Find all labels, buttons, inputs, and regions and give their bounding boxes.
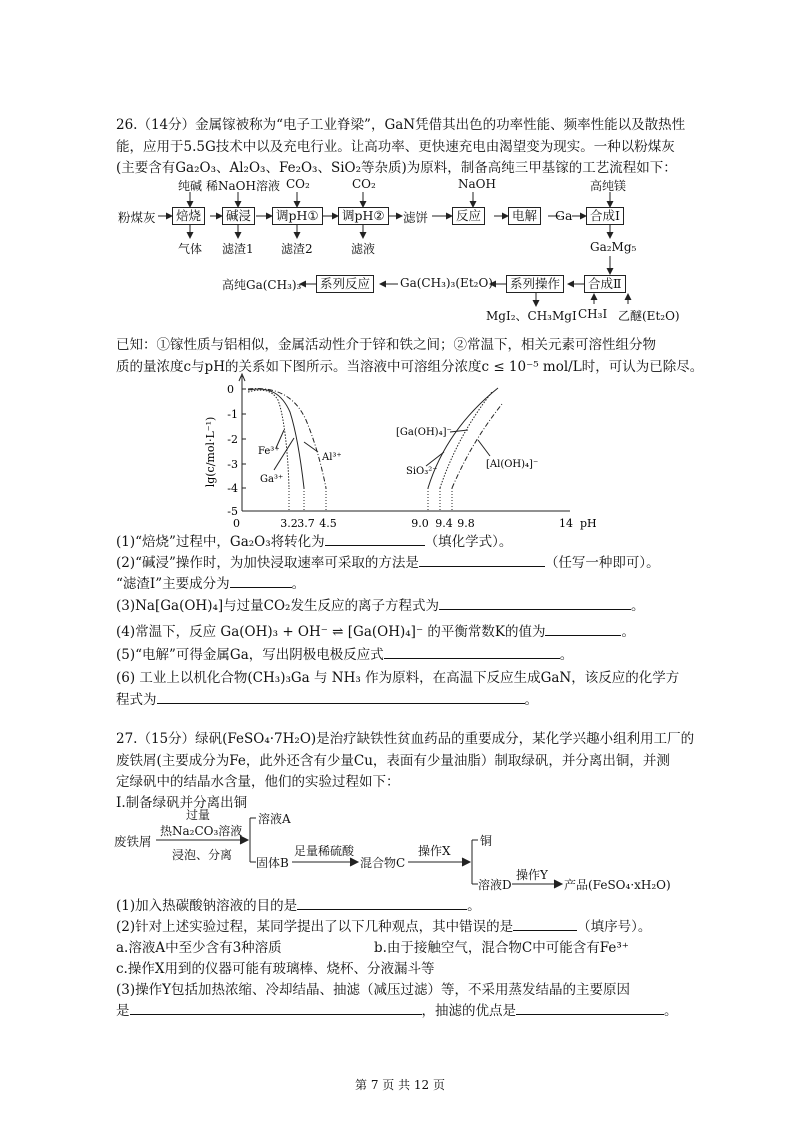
chart-origin: 0	[233, 517, 240, 530]
step-series-operation: 系列操作	[506, 275, 564, 293]
q27-answer-blank-3a[interactable]	[130, 1002, 422, 1015]
q27-intro-line3: 定绿矾中的结晶水含量，他们的实验过程如下：	[116, 774, 400, 790]
byproducts: MgI₂、CH₃MgI	[486, 309, 577, 323]
input-co2-1: CO₂	[286, 177, 310, 191]
final-product: 高纯Ga(CH₃)₃	[222, 278, 302, 292]
chart-ylabel: lg(c/mol·L⁻¹)	[204, 416, 217, 488]
q27-operation-x: 操作X	[418, 844, 451, 858]
output-filtrate: 滤液	[351, 242, 376, 256]
q27-answer-blank-2[interactable]	[513, 918, 577, 931]
input-naoh: NaOH	[458, 177, 496, 191]
xtick-9-0: 9.0	[411, 517, 429, 530]
q27-solution-a: 溶液A	[258, 812, 291, 826]
q26-sub6-line2: 程式为 。	[116, 692, 538, 708]
q27-reagent-na2co3: 热Na₂CO₃溶液	[160, 824, 243, 838]
q27-answer-blank-3b[interactable]	[516, 1002, 664, 1015]
reagent-ch3i: CH₃I	[578, 307, 608, 321]
input-high-purity-mg: 高纯镁	[590, 179, 627, 193]
q27-answer-blank-1[interactable]	[297, 897, 467, 910]
product-ga: Ga	[555, 208, 573, 223]
q26-known-line2: 质的量浓度c与pH的关系如下图所示。当溶液中可溶组分浓度c ≤ 10⁻⁵ mol/L时，可认为已除尽。	[116, 359, 704, 375]
q26-sub2b: “滤渣I”主要成分为 。	[116, 576, 306, 592]
filter-cake: 滤饼	[403, 210, 429, 225]
ytick-3: -3	[227, 458, 238, 471]
q26-intro-line2: 能，应用于5.5G技术中以及充电行业。让高功率、更快速充电由渴望变为现实。一种以粉煤灰	[116, 139, 675, 155]
q27-intro-line2: 废铁屑(主要成分为Fe，此外还含有少量Cu，表面有少量油脂）制取绿矾，并分离出铜，并测	[116, 753, 670, 769]
xtick-9-8: 9.8	[457, 517, 475, 530]
label-sio3: SiO₃²⁻	[406, 466, 438, 477]
step-roasting: 焙烧	[172, 207, 205, 225]
q27-copper: 铜	[480, 834, 493, 848]
q26-sub2: (2)“碱浸”操作时，为加快浸取速率可采取的方法是 （任写一种即可）。	[116, 555, 660, 571]
q27-operation-y: 操作Y	[516, 868, 548, 882]
q27-sub1: (1)加入热碳酸钠溶液的目的是 。	[116, 898, 481, 914]
q27-option-b: b.由于接触空气，混合物C中可能含有Fe³⁺	[374, 940, 629, 956]
chart-xlabel: pH	[580, 517, 597, 530]
q26-sub3: (3)Na[Ga(OH)₄]与过量CO₂发生反应的离子方程式为 。	[116, 598, 645, 614]
page-footer: 第 7 页 共 12 页	[355, 1078, 445, 1092]
q27-option-a: a.溶液A中至少含有3种溶质	[116, 940, 282, 956]
q26-known-line1: 已知：①镓性质与铝相似，金属活动性介于锌和铁之间；②常温下，相关元素可溶性组分物	[116, 337, 656, 353]
input-soda-ash: 纯碱	[178, 179, 203, 193]
q26-intro-line3: (主要含有Ga₂O₃、Al₂O₃、Fe₂O₃、SiO₂等杂质)为原料，制备高纯三甲基镓的工艺流程如下：	[116, 160, 677, 176]
intermediate-ga-ch3-3-et2o: Ga(CH₃)₃(Et₂O)	[400, 276, 493, 290]
q27-reagent-excess: 过量	[186, 808, 211, 822]
xtick-3-7: 3.7	[297, 517, 315, 530]
xtick-4-5: 4.5	[319, 517, 337, 530]
q27-flow-start: 废铁屑	[114, 834, 152, 849]
output-gas: 气体	[178, 242, 203, 256]
q26-sub1: (1)“焙烧”过程中，Ga₂O₃将转化为 （填化学式）。	[116, 534, 513, 550]
intermediate-ga2mg5: Ga₂Mg₅	[590, 240, 637, 254]
flow-start-fly-ash: 粉煤灰	[118, 210, 156, 225]
q27-sub3-line2: 是 ，抽滤的优点是 。	[116, 1003, 678, 1019]
reagent-ether: 乙醚(Et₂O)	[618, 309, 680, 323]
q27-product: 产品(FeSO₄·xH₂O)	[564, 878, 671, 892]
q27-solution-d: 溶液D	[478, 878, 512, 892]
label-fe3: Fe³⁺	[258, 446, 280, 457]
ytick-4: -4	[227, 482, 238, 495]
step-adjust-ph1: 调pH①	[272, 207, 323, 225]
output-residue2: 滤渣2	[281, 242, 313, 256]
q27-soak-separate: 浸泡、分离	[172, 848, 233, 862]
step-synthesis-1: 合成Ⅰ	[586, 207, 624, 225]
q27-solid-b: 固体B	[256, 856, 289, 870]
label-ga3: Ga³⁺	[260, 474, 284, 485]
ytick-0: 0	[227, 383, 234, 396]
label-ga-oh4: [Ga(OH)₄]⁻	[396, 427, 452, 438]
q27-option-c: c.操作X用到的仪器可能有玻璃棒、烧杯、分液漏斗等	[116, 961, 435, 977]
label-al3: Al³⁺	[322, 452, 342, 463]
ytick-5: -5	[227, 505, 238, 518]
ytick-1: -1	[227, 408, 238, 421]
xtick-9-4: 9.4	[435, 517, 453, 530]
q27-sub3-line1: (3)操作Y包括加热浓缩、冷却结晶、抽滤（减压过滤）等，不采用蒸发结晶的主要原因	[116, 982, 631, 998]
output-residue1: 滤渣1	[222, 242, 254, 256]
q27-sulfuric-acid: 足量稀硫酸	[294, 844, 355, 858]
step-reaction: 反应	[452, 207, 485, 225]
xtick-3-2: 3.2	[280, 517, 298, 530]
q26-sub5: (5)“电解”可得金属Ga，写出阴极电极反应式 。	[116, 647, 574, 663]
step-alkali-leach: 碱浸	[222, 207, 255, 225]
q27-part1-title: I.制备绿矾并分离出铜	[116, 795, 248, 811]
ytick-2: -2	[227, 433, 238, 446]
step-adjust-ph2: 调pH②	[338, 207, 389, 225]
step-series-reaction: 系列反应	[316, 275, 374, 293]
label-al-oh4: [Al(OH)₄]⁻	[486, 459, 539, 470]
q27-intro-line1: 27.（15分）绿矾(FeSO₄·7H₂O)是治疗缺铁性贫血药品的重要成分，某化学兴趣小组利用工厂的	[116, 731, 695, 747]
step-electrolysis: 电解	[508, 207, 541, 225]
q27-mixture-c: 混合物C	[360, 856, 406, 870]
q26-sub4: (4)常温下，反应 Ga(OH)₃ + OH⁻ ⇌ [Ga(OH)₄]⁻ 的平衡常数K的值为 。	[116, 624, 635, 640]
q27-sub2: (2)针对上述实验过程，某同学提出了以下几种观点，其中错误的是 （填序号）。	[116, 919, 652, 935]
input-co2-2: CO₂	[352, 177, 376, 191]
step-synthesis-2: 合成Ⅱ	[584, 275, 626, 293]
q26-intro-line1: 26.（14分）金属镓被称为“电子工业脊梁”，GaN凭借其出色的功率性能、频率性能以及散热性	[116, 117, 686, 133]
xtick-14: 14	[559, 517, 573, 530]
q26-sub6-line1: (6) 工业上以机化合物(CH₃)₃Ga 与 NH₃ 作为原料，在高温下反应生成GaN，该反应的化学方	[116, 670, 680, 686]
input-dilute-naoh: 稀NaOH溶液	[206, 179, 280, 193]
